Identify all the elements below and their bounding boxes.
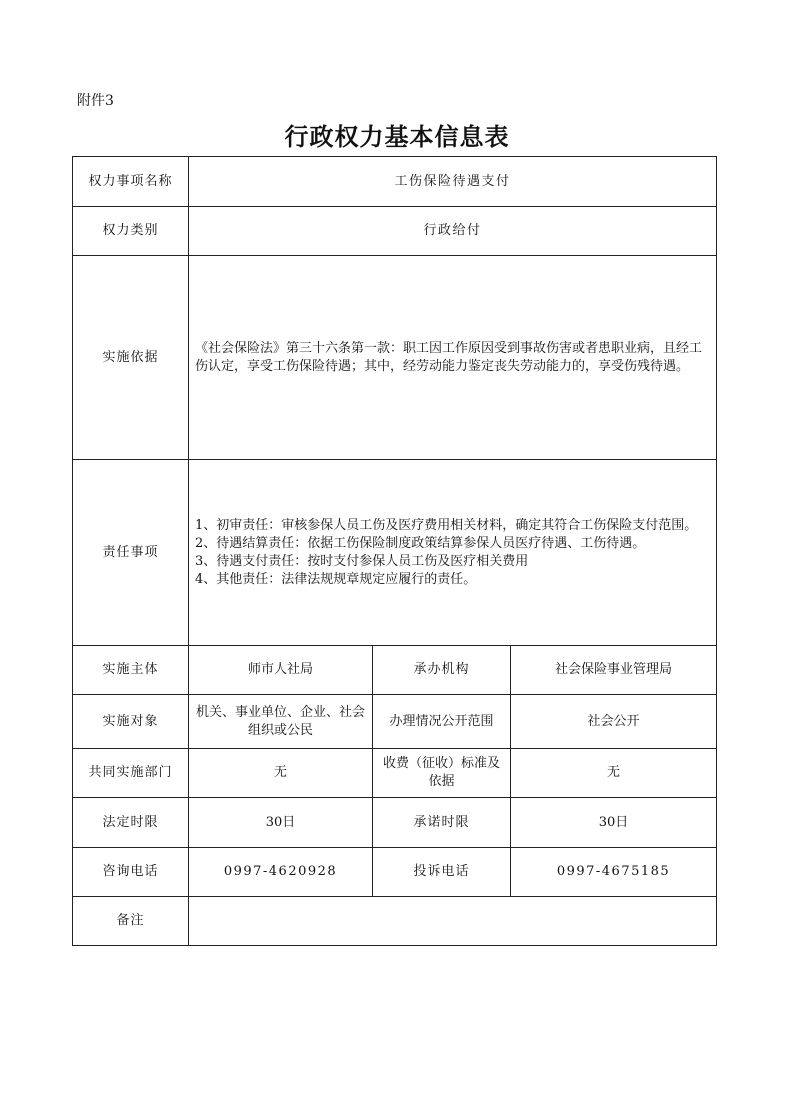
agency-value: 社会保险事业管理局 [511,646,717,695]
power-info-table [72,156,717,946]
power-type-value: 行政给付 [189,207,717,256]
consult-phone-value: 0997-4620928 [189,848,373,897]
fee-standard-label: 收费（征收）标准及依据 [373,749,511,798]
subject-label: 实施主体 [73,646,189,695]
row-remarks [73,897,717,946]
responsibility-item: 2、待遇结算责任：依据工伤保险制度政策结算参保人员医疗待遇、工伤待遇。 [195,535,646,551]
row-subject [73,646,717,695]
responsibility-item: 3、待遇支付责任：按时支付参保人员工伤及医疗相关费用 [195,553,529,569]
legal-limit-value: 30日 [189,798,373,848]
legal-limit-label: 法定时限 [73,798,189,848]
complaint-phone-value: 0997-4675185 [511,848,717,897]
joint-dept-label: 共同实施部门 [73,749,189,798]
row-power-name [73,157,717,207]
consult-phone-label: 咨询电话 [73,848,189,897]
target-value: 机关、事业单位、企业、社会组织或公民 [189,695,373,749]
agency-label: 承办机构 [373,646,511,695]
row-phone [73,848,717,897]
target-label: 实施对象 [73,695,189,749]
attachment-label: 附件3 [77,93,114,109]
responsibility-item: 1、初审责任：审核参保人员工伤及医疗费用相关材料，确定其符合工伤保险支付范围。 [195,517,698,533]
responsibilities-value [189,460,717,646]
subject-value: 师市人社局 [189,646,373,695]
power-name-value: 工伤保险待遇支付 [189,157,717,207]
disclosure-value: 社会公开 [511,695,717,749]
power-type-label: 权力类别 [73,207,189,256]
complaint-phone-label: 投诉电话 [373,848,511,897]
row-joint-dept [73,749,717,798]
remarks-label: 备注 [73,897,189,946]
promise-limit-value: 30日 [511,798,717,848]
promise-limit-label: 承诺时限 [373,798,511,848]
disclosure-label: 办理情况公开范围 [373,695,511,749]
responsibility-item: 4、其他责任：法律法规规章规定应履行的责任。 [195,571,477,587]
fee-standard-value: 无 [511,749,717,798]
joint-dept-value: 无 [189,749,373,798]
row-responsibilities [73,460,717,646]
remarks-value [189,897,717,946]
row-power-type [73,207,717,256]
row-time-limit [73,798,717,848]
row-target [73,695,717,749]
basis-value: 《社会保险法》第三十六条第一款：职工因工作原因受到事故伤害或者患职业病，且经工伤认定，享受工伤保险待遇；其中，经劳动能力鉴定丧失劳动能力的，享受伤残待遇。 [189,256,717,460]
responsibilities-label: 责任事项 [73,460,189,646]
page-title: 行政权力基本信息表 [284,122,510,151]
row-basis [73,256,717,460]
basis-label: 实施依据 [73,256,189,460]
power-name-label: 权力事项名称 [73,157,189,207]
